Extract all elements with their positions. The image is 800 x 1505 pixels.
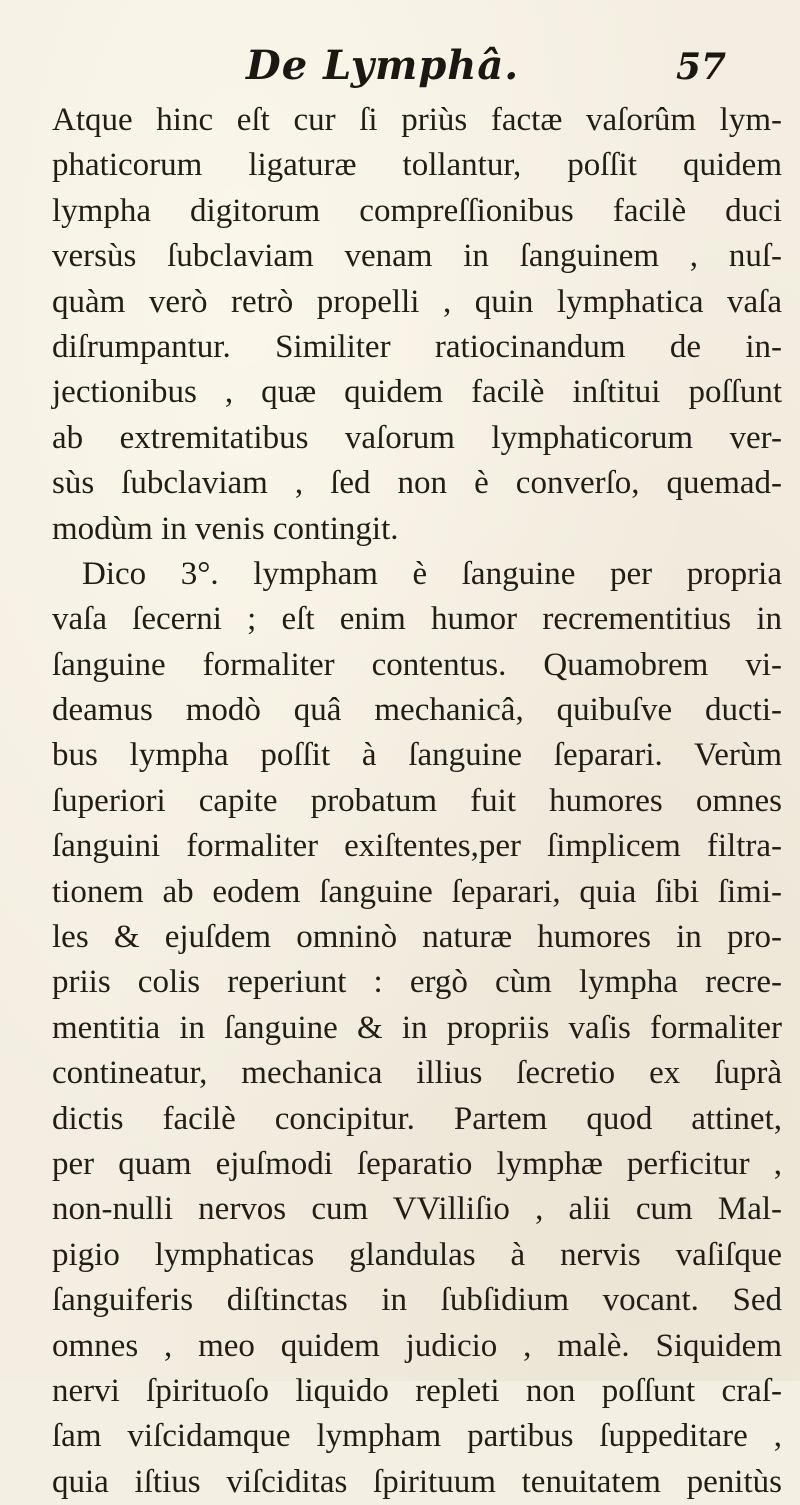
text-line: lympha digitorum compreſſionibus facilè duci [52,192,782,229]
text-line: vaſa ſecerni ; eſt enim humor recrementitius in [52,601,782,638]
text-line: les & ejuſdem omninò naturæ humores in pro- [52,919,782,956]
page-header [0,42,800,102]
text-line: diſrumpantur. Similiter ratiocinandum de in- [52,328,782,365]
running-title: De Lymphâ. [246,42,520,89]
text-line: modùm in venis contingit. [52,510,399,547]
text-line: omnes , meo quidem judicio , malè. Siquidem [52,1327,782,1364]
text-line: phaticorum ligaturæ tollantur, poſſit quidem [52,147,782,184]
text-line: Atque hinc eſt cur ſi priùs factæ vaſorûm lym- [52,102,782,138]
text-line: ab extremitatibus vaſorum lymphaticorum ver- [52,419,782,456]
text-line: ſuperiori capite probatum fuit humores omnes [52,782,782,819]
text-line: quia iſtius viſciditas ſpirituum tenuitatem penitùs [52,1463,782,1500]
text-line: ſanguine formaliter contentus. Quamobrem vi- [52,646,782,683]
text-line: non-nulli nervos cum VVilliſio , alii cum Mal- [52,1191,782,1228]
text-line: priis colis reperiunt : ergò cùm lympha recre- [52,964,782,1001]
text-line: deamus modò quâ mechanicâ, quibuſve ducti- [52,692,782,729]
text-line: ſanguiferis diſtinctas in ſubſidium vocant. Sed [52,1282,782,1319]
body-text [52,98,782,1505]
text-line: sùs ſubclaviam , ſed non è converſo, quemad- [52,465,782,502]
text-line: pigio lymphaticas glandulas à nervis vaſiſque [52,1236,782,1273]
text-line: quàm verò retrò propelli , quin lymphatica vaſa [52,283,782,320]
text-line: mentitia in ſanguine & in propriis vaſis formaliter [52,1009,782,1046]
text-line: ſanguini formaliter exiſtentes,per ſimplicem filtra- [52,828,782,865]
text-line: contineatur, mechanica illius ſecretio ex ſuprà [52,1055,782,1092]
text-line: tionem ab eodem ſanguine ſeparari, quia ſibi ſimi- [52,873,782,910]
paragraph-start-line: Dico 3°. lympham è ſanguine per propria [82,555,782,592]
text-line: nervi ſpirituoſo liquido repleti non poſſunt craſ- [52,1372,782,1409]
text-line: bus lympha poſſit à ſanguine ſeparari. Verùm [52,737,782,774]
text-line: versùs ſubclaviam venam in ſanguinem , nuſ- [52,238,782,275]
page-number: 57 [676,46,727,88]
text-line: dictis facilè concipitur. Partem quod attinet, [52,1100,782,1137]
text-line: ſam viſcidamque lympham partibus ſuppeditare , [52,1418,782,1455]
text-line: per quam ejuſmodi ſeparatio lymphæ perficitur , [52,1145,782,1182]
text-line: jectionibus , quæ quidem facilè inſtitui poſſunt [52,374,782,411]
